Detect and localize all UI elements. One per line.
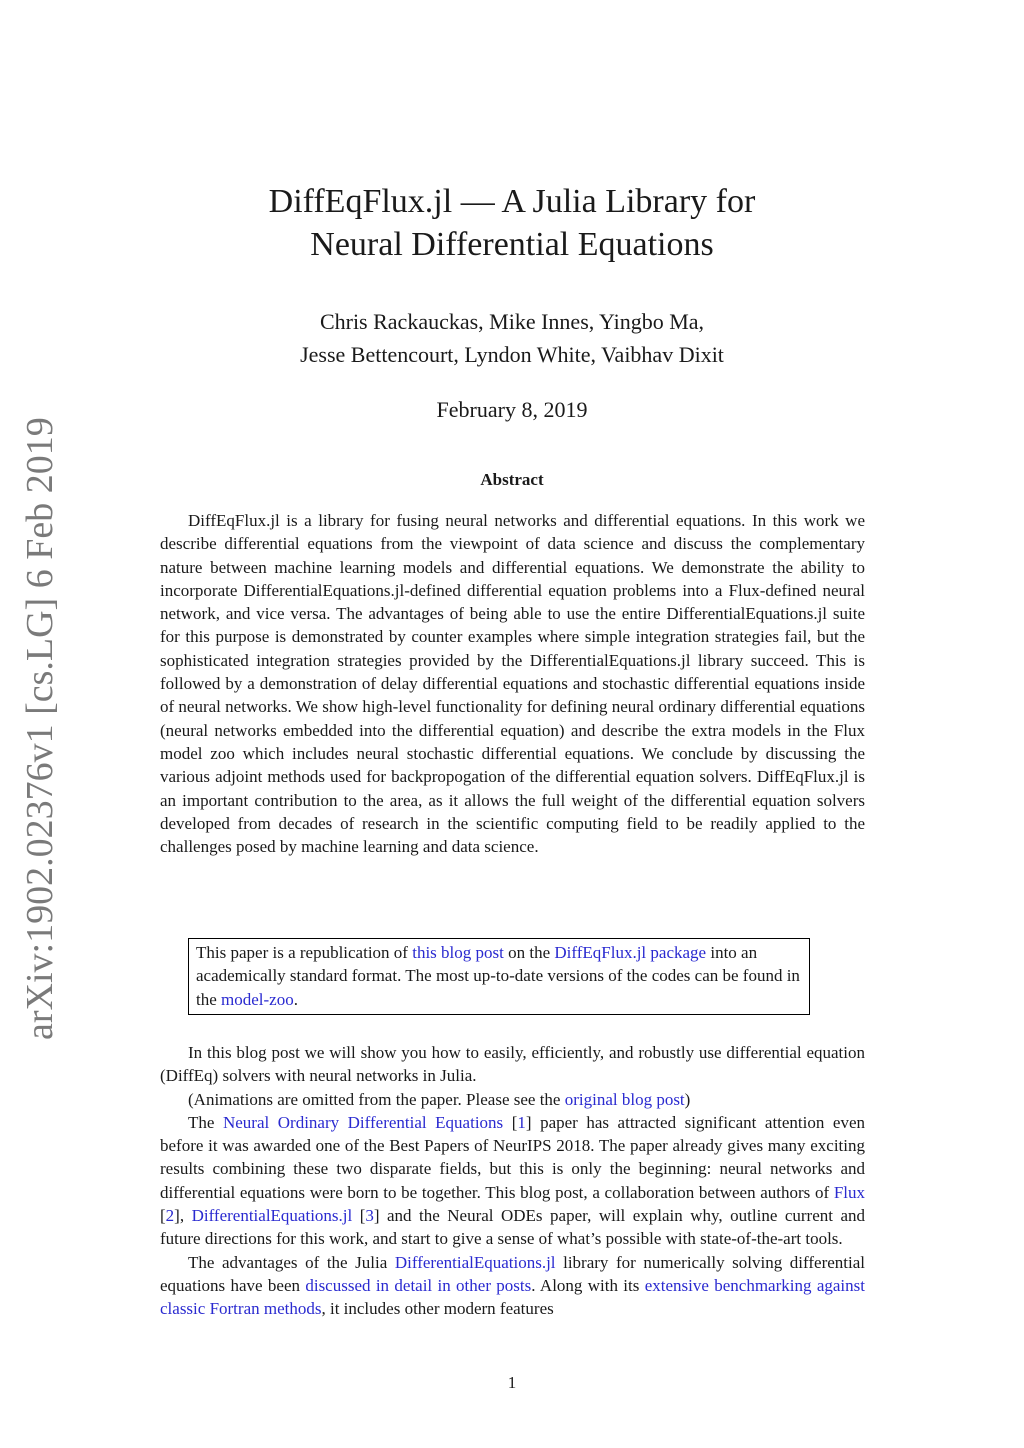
blog-post-link[interactable]: this blog post — [412, 943, 504, 962]
title-line-2: Neural Differential Equations — [310, 226, 714, 263]
paragraph-text: ] and the Neural ODEs paper, will explain why, outline current and future directions for this work, and start to give a sense of what’s possible with state-of-the-art tools. — [160, 1206, 865, 1249]
authors-line-2: Jesse Bettencourt, Lyndon White, Vaibhav Dixit — [300, 342, 724, 367]
paragraph-text: [ — [503, 1112, 518, 1132]
paragraph-text: ) — [684, 1089, 691, 1109]
abstract-heading: Abstract — [480, 470, 544, 489]
paragraph-neural-odes — [160, 1111, 865, 1251]
original-blog-post-link[interactable]: original blog post — [564, 1089, 685, 1109]
paragraph-text: [ — [352, 1206, 366, 1226]
citation-2-link[interactable]: 2 — [165, 1206, 175, 1226]
differentialequations-library-link[interactable]: DifferentialEquations.jl — [394, 1252, 556, 1272]
differentialequations-link[interactable]: DifferentialEquations.jl — [191, 1206, 353, 1226]
other-posts-link[interactable]: discussed in detail in other posts — [305, 1275, 532, 1295]
title-line-1: DiffEqFlux.jl — A Julia Library for — [268, 183, 756, 220]
paragraph-text: ], — [174, 1206, 192, 1226]
neural-odes-link[interactable]: Neural Ordinary Differential Equations — [222, 1112, 504, 1132]
paragraph-intro: In this blog post we will show you how to easily, efficiently, and robustly use differential equation (DiffEq) solvers with neural networks in Julia. — [160, 1043, 865, 1086]
diffeqflux-package-link[interactable]: DiffEqFlux.jl package — [554, 943, 707, 962]
paragraph-text: [ — [160, 1206, 166, 1226]
fortran-benchmarking-link[interactable]: extensive benchmarking against classic Fortran methods — [160, 1275, 865, 1319]
paragraph-text: The advantages of the Julia — [188, 1252, 395, 1272]
abstract-text: DiffEqFlux.jl is a library for fusing neural networks and differential equations. In this work we describe differential equations from the viewpoint of data science and discuss the complementary nature between machine learning models and differential equations. We demonstrate the ability to incorporate DifferentialEquations.jl-defined differential equation problems into a Flux-defined neural network, and vice versa. The advantages of being able to use the entire DifferentialEquations.jl suite for this purpose is demonstrated by counter examples where simple integration strategies fail, but the sophisticated integration strategies provided by the DifferentialEquations.jl library succeed. This is followed by a demonstration of delay differential equations and stochastic differential equations inside of neural networks. We show high-level functionality for defining neural ordinary differential equations (neural networks embedded into the differential equation) and describe the extra models in the Flux model zoo which includes neural stochastic differential equations. We conclude by discussing the various adjoint methods used for backpropogation of the differential equation solvers. DiffEqFlux.jl is an important contribution to the area, as it allows the full weight of the differential equation solvers developed from decades of research in the scientific computing field to be readily applied to the challenges posed by machine learning and data science. — [160, 511, 865, 857]
authors-line-1: Chris Rackauckas, Mike Innes, Yingbo Ma, — [319, 309, 705, 334]
paragraph-advantages — [160, 1251, 865, 1321]
paragraph-text: , it includes other modern features — [321, 1299, 554, 1319]
note-text-4: . — [293, 989, 298, 1009]
main-body-text — [160, 1041, 865, 1321]
publication-date: February 8, 2019 — [436, 397, 588, 422]
note-text-3: into an academically standard format. The most up-to-date versions of the codes can be found in the — [196, 943, 800, 1009]
paragraph-animations-note — [160, 1088, 865, 1111]
paragraph-text: library for numerically solving differential equations have been — [160, 1252, 865, 1295]
page-number: 1 — [507, 1373, 517, 1392]
citation-3-link[interactable]: 3 — [365, 1206, 374, 1226]
citation-1-link[interactable]: 1 — [517, 1112, 526, 1132]
arxiv-identifier-stamp: arXiv:1902.02376v1 [cs.LG] 6 Feb 2019 — [19, 417, 61, 1040]
paragraph-text: The — [188, 1112, 223, 1132]
model-zoo-link[interactable]: model-zoo — [221, 989, 294, 1009]
flux-link[interactable]: Flux — [833, 1182, 865, 1202]
paragraph-text: (Animations are omitted from the paper. Please see the — [188, 1089, 565, 1109]
paragraph-text: ] paper has attracted significant attention even before it was awarded one of the Best Papers of NeurIPS 2018. The paper already gives many exciting results combining these two disparate fields, but this is only the beginning: neural networks and differential equations were born to be together. This blog post, a collaboration between authors of — [160, 1112, 866, 1202]
paper-title — [0, 180, 1024, 266]
paragraph-text: . Along with its — [531, 1275, 645, 1295]
author-list — [0, 305, 1024, 371]
note-text-2: on the — [503, 943, 555, 962]
republication-note-box — [188, 938, 810, 1015]
note-text-1: This paper is a republication of — [196, 943, 413, 962]
